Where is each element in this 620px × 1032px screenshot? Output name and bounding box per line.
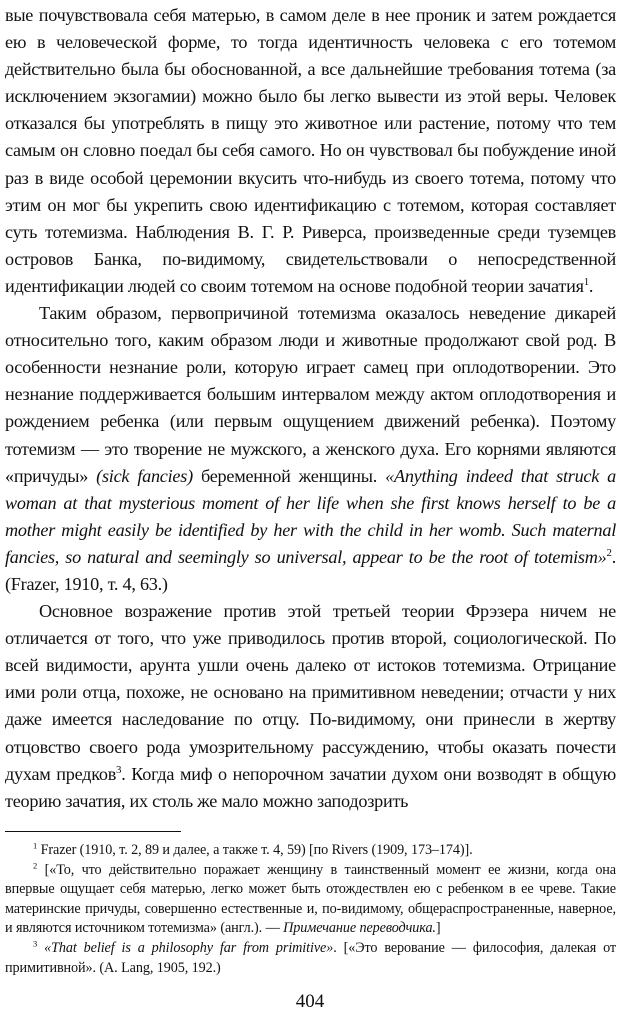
paragraph-3 [5,598,616,815]
footnote-1-marker: 1 [33,840,38,851]
footnote-3 [5,939,616,978]
paragraph-2-english-quote: «Anything indeed that struck a woman at that mysterious moment of her life when she first knows herself to be a mother might easily be identified by her with the child in her womb. Such maternal fancies, so natural and seemingly so universal, appear to be the root of totemism» [5,465,617,567]
paragraph-3-text-b: . Когда миф о непорочном зачатии духом они возводят в общую теорию зачатия, их столь же мало можно заподозрить [5,763,616,811]
paragraph-1: вые почувствовала себя матерью, в самом деле в нее проник и затем рождается ею в человеческой форме, то тогда идентичность человека с его тотемом действительно была бы обоснованной, а все дальнейшие требования тотема (за исключением экзогамии) можно было бы легко вывести из этой веры. Человек отказался бы употреблять в пищу это животное или растение, потому что тем самым он словно поедал бы себя самого. Но он чувствовал бы побуждение иной раз в виде особой церемонии вкусить что-нибудь из своего тотема, потому что этим он мог бы укрепить свою идентификацию с тотемом, которая составляет суть тотемизма. Наблюдения В. Г. Р. Риверса, произведенные среди туземцев островов Банка, по-видимому, свидетельствовали о непосредственной идентификации людей со своим тотемом на основе подобной теории зачатия$^1$. [5,5,616,296]
paragraph-2 [5,300,616,598]
page-number: 404 [295,991,325,1012]
paragraph-2-text-b: беременной женщины. [200,465,378,486]
paragraph-3-text-a: Основное возражение против этой третьей теории Фрэзера ничем не отличается от того, что уже приводилось против второй, социологической. По всей видимости, арунта ушли очень далеко от истоков тотемизма. Отрицание ими роли отца, похоже, не основано на примитивном неведении; отчасти у них даже имеется наследование по отцу. По-видимому, они принесли в жертву отцовство своего рода умозрительному рассуждению, чтобы оказать почести духам предков [5,601,616,784]
footnote-2-translator-note: Примечание переводчика. [283,920,436,937]
footnote-ref-1[interactable]: 1 [583,275,589,288]
footnote-2 [5,861,616,939]
paragraph-1-text: вые почувствовала себя матерью, в самом деле в нее проник и затем рождается ею в человеческой форме, то тогда идентичность человека с его тотемом действительно была бы обоснованной, а все дальнейшие требования тотема (за исключением экзогамии) можно было бы легко вывести из этой веры. Человек отказался бы употреблять в пищу это животное или растение, потому что тем самым он словно поедал бы себя самого. Но он чувствовал бы побуждение иной раз в виде особой церемонии вкусить что-нибудь из своего тотема, потому что этим он мог бы укрепить свою идентификацию с тотемом, которая составляет суть тотемизма. Наблюдения В. Г. Р. Риверса, произведенные среди туземцев островов Банка, по-видимому, свидетельствовали о непосредственной идентификации людей со своим тотемом на основе подобной теории зачатия [5,5,616,296]
footnotes [5,841,616,978]
footnote-ref-2[interactable]: 2 [606,546,612,559]
paragraph-2-citation: . (Frazer, 1910, т. 4, 63.) [5,546,616,594]
footnote-2-marker: 2 [33,859,38,870]
paragraph-2-italic-term: (sick fancies) [96,465,193,486]
footnote-separator [5,831,181,832]
main-text [5,2,616,815]
footnote-3-text: . [«Это верование — философия, далекая от примитивной». (A. Lang, 1905, 192.) [5,939,616,976]
footnote-3-marker: 3 [33,938,38,949]
paragraph-2-text-a: Таким образом, первопричиной тотемизма оказалось неведение дикарей относительно того, каким образом люди и животные продолжают свой род. В особенности незнание роли, которую играет самец при оплодотворении. Это незнание поддерживается большим интервалом между актом оплодотворения и рождением ребенка (или первым ощущением движений ребенка). Поэтому тотемизм — это творение не мужского, а женского духа. Его корнями являются «причуды» [5,303,616,486]
footnote-1 [5,841,616,861]
footnote-ref-3[interactable]: 3 [116,763,122,776]
footnote-2-end: ] [435,920,441,937]
footnote-1-text: Frazer (1910, т. 2, 89 и далее, а также т. 4, 59) [по Rivers (1909, 173–174)]. [40,842,473,858]
footnote-3-english-quote: «That belief is a philosophy far from primitive» [44,939,334,956]
footnote-2-text: [«То, что действительно поражает женщину в таинственный момент ее жизни, когда она впервые ощущает себя матерью, легко может быть отождествлен ею с ребенком в ее чреве. Такие материнские причуды, совершенно естественные и, по-видимому, общераспространенные, наверное, и являются источником тотемизма» (англ.). — [5,861,616,937]
